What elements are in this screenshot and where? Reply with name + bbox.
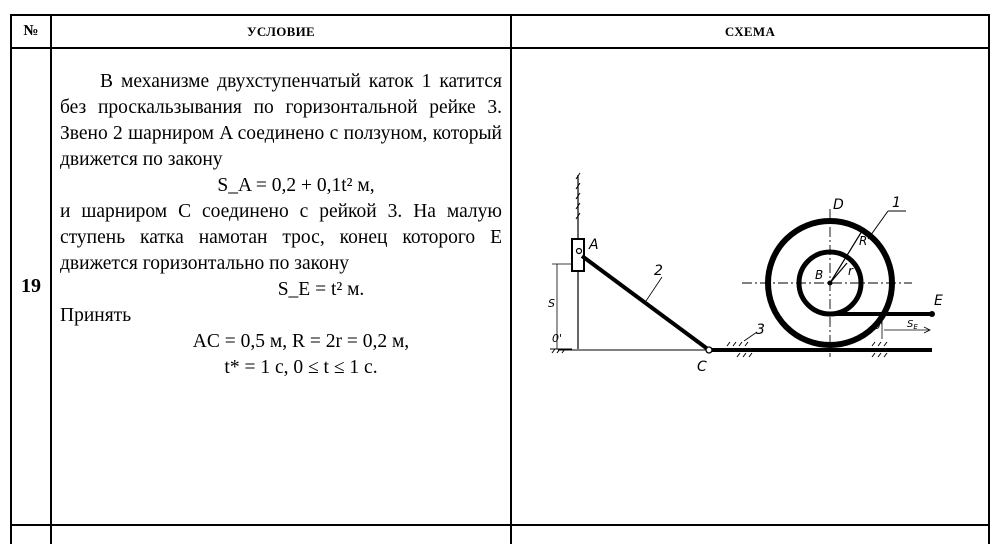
formula-se: S_E = t² м. (277, 279, 365, 300)
leader-2 (644, 277, 662, 304)
label-radius-large: R (859, 234, 868, 248)
condition-paragraph-2: и шарниром C соединено с рейкой 3. На малую ступень катка намотан трос, конец которого E движется горизонтально по закону (60, 201, 502, 274)
formula-sa: S_A = 0,2 + 0,1t² м, (217, 175, 375, 196)
hinge-a-icon (577, 249, 582, 254)
label-link-1: 1 (892, 195, 901, 211)
label-link-2: 2 (654, 263, 663, 279)
formula-dimensions: AC = 0,5 м, R = 2r = 0,2 м, (192, 331, 410, 352)
label-sa: S (548, 297, 555, 310)
task-sheet (10, 14, 988, 535)
label-c: C (697, 359, 707, 375)
scheme-cell (511, 48, 989, 525)
mechanism-diagram (512, 49, 988, 504)
label-link-3: 3 (756, 322, 765, 338)
header-row (11, 15, 989, 48)
header-scheme: СХЕМА (511, 15, 989, 48)
task-condition (51, 48, 511, 525)
task-number: 19 (11, 48, 51, 525)
link-2 (582, 256, 709, 350)
radius-r-small (830, 263, 847, 283)
label-a: A (589, 237, 599, 253)
task-table (10, 14, 990, 544)
slider-a (572, 239, 584, 271)
rail-hatching-top (727, 342, 748, 346)
label-origin-right: 0' (874, 321, 884, 332)
label-e: E (934, 293, 943, 309)
cable-end-e-icon (929, 311, 935, 317)
header-condition: УСЛОВИЕ (51, 15, 511, 48)
rail-hatching-bottom (737, 353, 752, 357)
label-se: $S_E$ (907, 319, 918, 331)
label-origin-left: 0' (552, 332, 563, 345)
label-d: D (833, 197, 844, 213)
header-number: № (11, 15, 51, 48)
rail-hatching-right-top (872, 342, 887, 346)
condition-paragraph-3: Принять (60, 305, 132, 326)
label-b: B (815, 268, 824, 282)
label-radius-small: r (848, 264, 853, 278)
condition-paragraph-1: В механизме двухступенчатый каток 1 катится без проскальзывания по горизонтальной рейке 3. Звено 2 шарниром A соединено с ползуном, который движется по закону (60, 71, 502, 170)
rail-hatching-right-bottom (872, 353, 887, 357)
leader-1 (868, 211, 888, 239)
task-row (11, 48, 989, 525)
radius-r-large (830, 231, 862, 283)
formula-time: t* = 1 с, 0 ≤ t ≤ 1 с. (224, 357, 378, 378)
hinge-c-icon (706, 347, 712, 353)
